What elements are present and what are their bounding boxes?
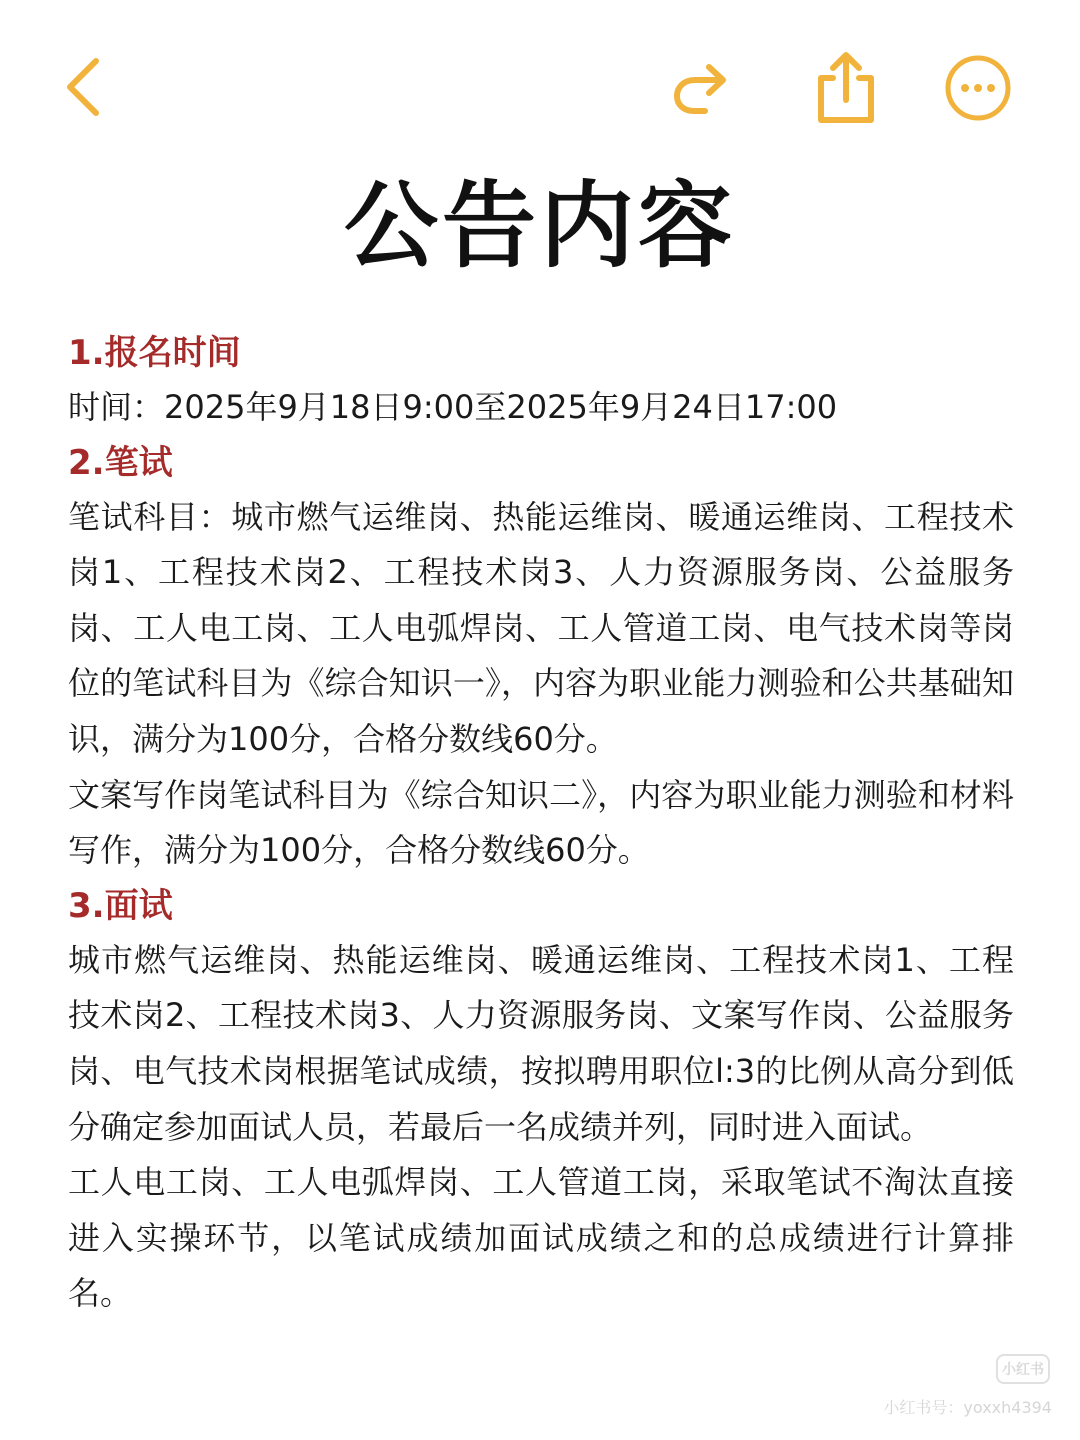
forward-button[interactable]	[660, 48, 740, 128]
paragraph: 文案写作岗笔试科目为《综合知识二》，内容为职业能力测验和材料写作，满分为100分，合格分数线60分。	[68, 775, 1014, 870]
more-button[interactable]	[938, 48, 1018, 128]
page-title: 公告内容	[343, 172, 736, 281]
section-heading: 1.报名时间	[68, 333, 241, 373]
section-interview	[68, 879, 1014, 1322]
top-toolbar	[0, 48, 1080, 128]
back-button[interactable]	[46, 48, 126, 128]
watermark-text: 小红书号：yoxxh4394	[883, 1398, 1052, 1417]
section-written-exam	[68, 436, 1014, 879]
paragraph: 时间：2025年9月18日9:00至2025年9月24日17:00	[68, 388, 838, 426]
section-registration	[68, 326, 1014, 436]
announcement-content	[68, 326, 1014, 1322]
paragraph: 城市燃气运维岗、热能运维岗、暖通运维岗、工程技术岗1、工程技术岗2、工程技术岗3、人力资源服务岗、文案写作岗、公益服务岗、电气技术岗根据笔试成绩，按拟聘用职位l:3的比例从高分到低分确定参加面试人员，若最后一名成绩并列，同时进入面试。	[68, 940, 1014, 1146]
share-icon	[811, 50, 881, 126]
paragraph: 笔试科目：城市燃气运维岗、热能运维岗、暖通运维岗、工程技术岗1、工程技术岗2、工程技术岗3、人力资源服务岗、公益服务岗、工人电工岗、工人电弧焊岗、工人管道工岗、电气技术岗等岗位的笔试科目为《综合知识一》，内容为职业能力测验和公共基础知识，满分为100分，合格分数线60分。	[68, 497, 1014, 758]
section-heading: 3.面试	[68, 885, 173, 926]
chevron-left-icon	[56, 53, 116, 123]
more-horizontal-icon	[942, 52, 1014, 124]
section-heading: 2.笔试	[68, 442, 173, 483]
share-button[interactable]	[806, 48, 886, 128]
watermark-logo: 小红书	[996, 1354, 1050, 1384]
paragraph: 工人电工岗、工人电弧焊岗、工人管道工岗，采取笔试不淘汰直接进入实操环节，以笔试成绩加面试成绩之和的总成绩进行计算排名。	[68, 1163, 1014, 1313]
forward-arrow-icon	[665, 53, 735, 123]
